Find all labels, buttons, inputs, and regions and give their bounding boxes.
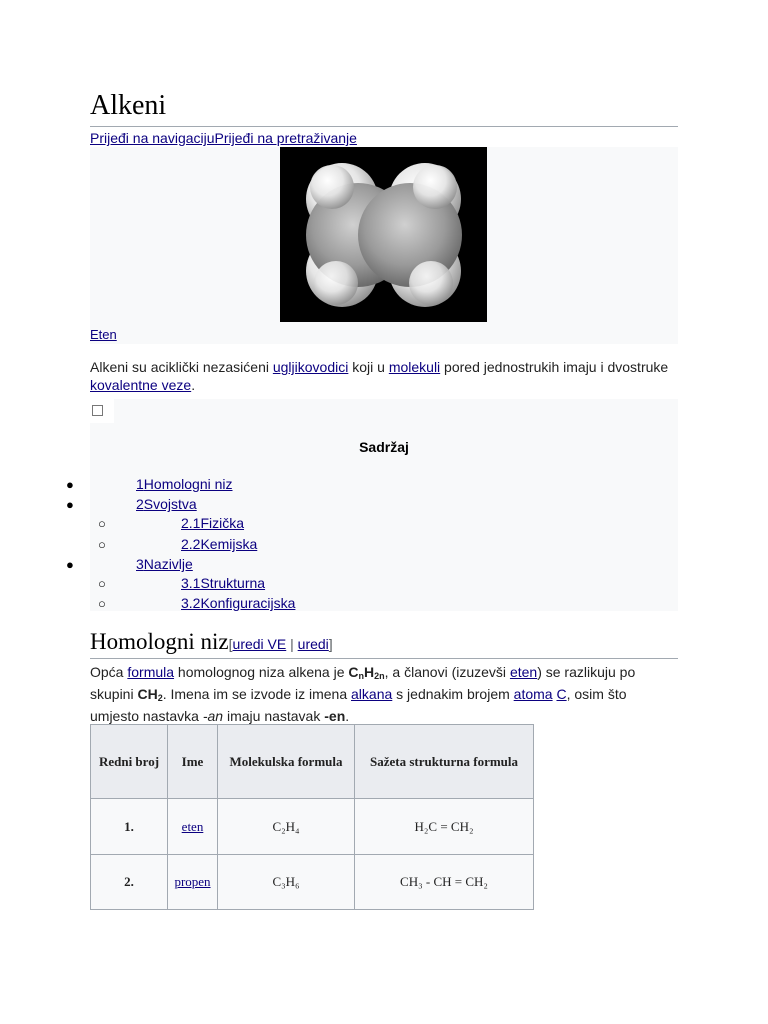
bullet-disc-icon: ● bbox=[66, 477, 74, 492]
jump-to-search-link[interactable]: Prijeđi na pretraživanje bbox=[214, 130, 357, 146]
table-row bbox=[91, 799, 534, 855]
bullet-circle-icon: ○ bbox=[98, 516, 106, 531]
bullet-circle-icon: ○ bbox=[98, 537, 106, 552]
kovalentne-veze-link[interactable]: kovalentne veze bbox=[90, 377, 192, 393]
ethene-space-filling-model bbox=[280, 147, 487, 322]
eten-link[interactable]: eten bbox=[509, 664, 538, 680]
section-heading bbox=[90, 628, 678, 659]
bullet-disc-icon: ● bbox=[66, 497, 74, 512]
alkana-link[interactable]: alkana bbox=[351, 686, 393, 702]
intro-text: pored jednostrukih imaju i dvostruke bbox=[440, 359, 669, 375]
toc-item-homologni-niz[interactable]: 1Homologni niz bbox=[136, 476, 233, 492]
molecular-formula-cell: C₂H₄ bbox=[218, 799, 355, 855]
alkene-table bbox=[90, 724, 534, 910]
infobox bbox=[90, 147, 678, 344]
eten-table-link[interactable]: eten bbox=[181, 818, 204, 834]
structural-formula-cell: CH₃ - CH = CH₂ bbox=[355, 855, 534, 910]
edit-source-link[interactable]: uredi bbox=[297, 636, 329, 652]
toc-item-konfiguracijska[interactable]: 3.2Konfiguracijska bbox=[181, 595, 296, 611]
toc-item-strukturna[interactable]: 3.1Strukturna bbox=[181, 575, 266, 591]
general-formula: $C_nH_{2n}$ bbox=[348, 664, 385, 681]
infobox-caption-link[interactable]: Eten bbox=[90, 327, 117, 342]
atoma-link[interactable]: atoma bbox=[513, 686, 553, 702]
propen-table-link[interactable]: propen bbox=[174, 874, 211, 889]
carbon-link[interactable]: C bbox=[556, 686, 567, 702]
column-header: Molekulska formula bbox=[218, 725, 355, 799]
column-header: Ime bbox=[168, 725, 218, 799]
bullet-circle-icon: ○ bbox=[98, 596, 106, 611]
bullet-circle-icon: ○ bbox=[98, 576, 106, 591]
column-header: Redni broj bbox=[91, 725, 168, 799]
formula-link[interactable]: formula bbox=[127, 664, 175, 680]
toc-title: Sadržaj bbox=[359, 439, 409, 455]
table-row bbox=[91, 855, 534, 910]
homologni-niz-paragraph: Opća formula homolognog niza alkena je $C_nH_{2n}$, a članovi (izuzevši eten) se razlikuju po skupini $CH_2$. Imena im se izvode iz imena alkana s jednakim brojem atoma C, osim što umjesto nastavka -an imaju nastavak -en. bbox=[90, 664, 636, 724]
structural-formula-cell: H₂C = CH₂ bbox=[355, 799, 534, 855]
ethene-molecule-image[interactable] bbox=[280, 147, 487, 322]
edit-ve-link[interactable]: uredi VE bbox=[232, 636, 287, 652]
row-number: 2. bbox=[91, 855, 168, 910]
ch2-formula: $CH_2$ bbox=[137, 686, 163, 703]
toc-item-fizicka[interactable]: 2.1Fizička bbox=[181, 515, 245, 531]
toc-item-kemijska[interactable]: 2.2Kemijska bbox=[181, 536, 258, 552]
toc-item-nazivlje[interactable]: 3Nazivlje bbox=[136, 556, 193, 572]
intro-text: . bbox=[191, 377, 196, 393]
intro-text: Alkeni su aciklički nezasićeni bbox=[90, 359, 273, 375]
jump-links bbox=[90, 130, 357, 146]
table-of-contents bbox=[66, 399, 678, 611]
row-number: 1. bbox=[91, 799, 168, 855]
intro-paragraph bbox=[90, 358, 678, 394]
page-title: Alkeni bbox=[90, 88, 678, 127]
name-cell bbox=[168, 799, 218, 855]
table-header-row bbox=[91, 725, 534, 799]
bullet-disc-icon: ● bbox=[66, 557, 74, 572]
ugljikovodici-link[interactable]: ugljikovodici bbox=[272, 359, 349, 375]
intro-text: koji u bbox=[348, 359, 389, 375]
name-cell bbox=[168, 855, 218, 910]
section-title: Homologni niz bbox=[90, 629, 229, 654]
molecular-formula-cell: C₃H₆ bbox=[218, 855, 355, 910]
jump-to-navigation-link[interactable]: Prijeđi na navigaciju bbox=[90, 130, 215, 146]
column-header: Sažeta strukturna formula bbox=[355, 725, 534, 799]
toc-toggle-area bbox=[90, 399, 114, 423]
toc-item-svojstva[interactable]: 2Svojstva bbox=[136, 496, 197, 512]
molekuli-link[interactable]: molekuli bbox=[388, 359, 441, 375]
toc-toggle-checkbox[interactable] bbox=[92, 405, 103, 416]
edit-links: [uredi VE | uredi] bbox=[228, 636, 333, 652]
